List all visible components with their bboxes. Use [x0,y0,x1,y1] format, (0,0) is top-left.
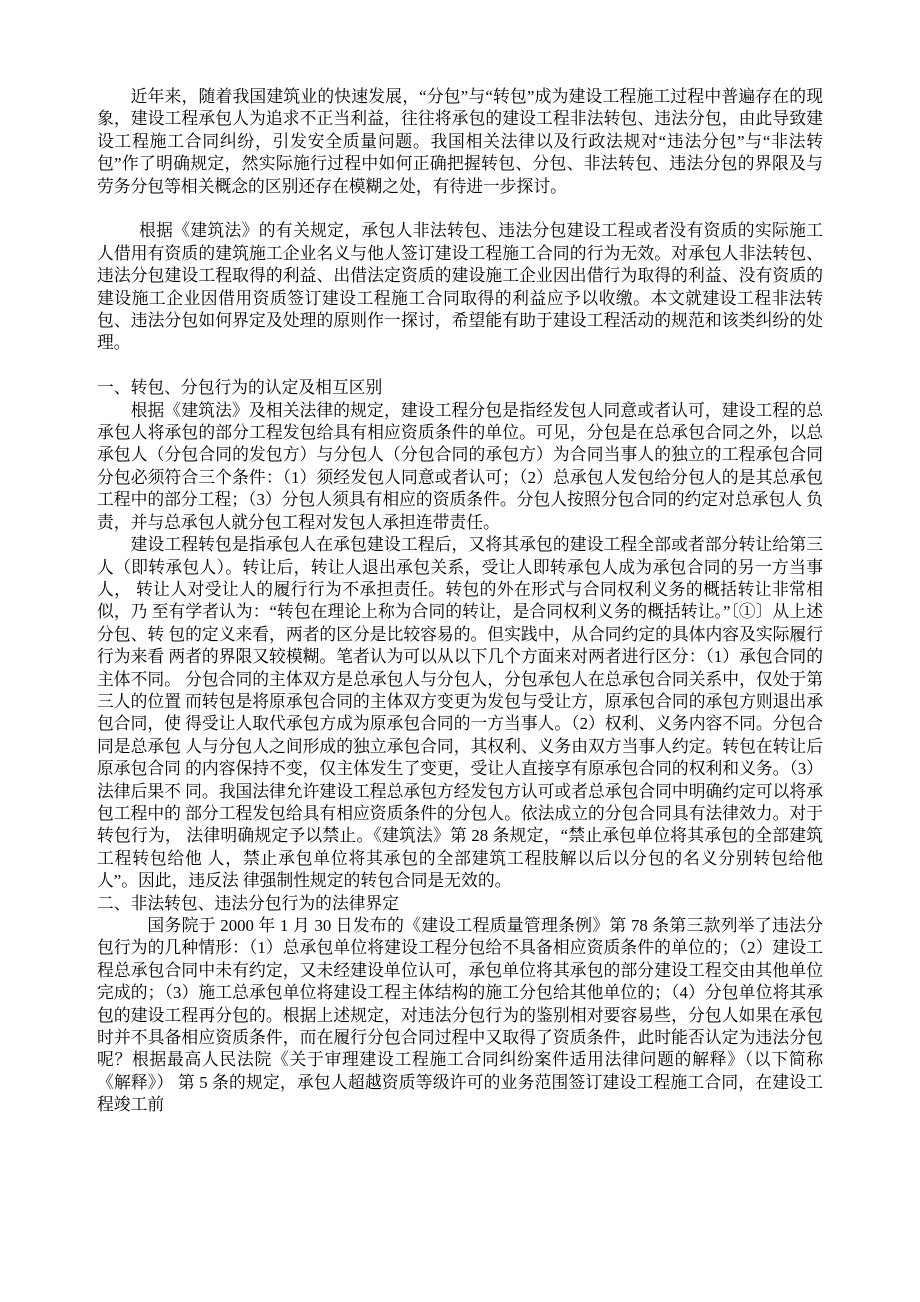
section-2-heading: 二、非法转包、违法分包行为的法律界定 [97,893,400,913]
section-1-paragraph-2: 建设工程转包是指承包人在承包建设工程后，又将其承包的建设工程全部或者部分转让给第三人（即转承包人）。转让后，转让人退出承包关系，受让人即转承包人成为承包合同的另一方当事人， 转让人对受让人的履行行为不承担责任。转包的外在形式与合同权利义务的概括转让非常相似，乃 至有学者认为：“转包在理论上称为合同的转让，是合同权利义务的概括转让。”〔①〕从上述分包、转 包的定义来看，两者的区分是比较容易的。但实践中，从合同约定的具体内容及实际履行行为来看 两者的界限又较模糊。笔者认为可以从以下几个方面来对两者进行区分：（1）承包合同的主体不同。 分包合同的主体双方是总承包人与分包人，分包承包人在总承包合同关系中，仅处于第三人的位置 而转包是将原承包合同的主体双方变更为发包与受让方，原承包合同的承包方则退出承包合同，使 得受让人取代承包方成为原承包合同的一方当事人。（2）权利、义务内容不同。分包合同是总承包 人与分包人之间形成的独立承包合同，其权利、义务由双方当事人约定。转包在转让后原承包合同 的内容保持不变，仅主体发生了变更，受让人直接享有原承包合同的权利和义务。（3）法律后果不 同。我国法律允许建设工程总承包方经发包方认可或者总承包合同中明确约定可以将承包工程中的 部分工程发包给具有相应资质条件的分包人。依法成立的分包合同具有法律效力。对于转包行为， 法律明确规定予以禁止。《建筑法》第 28 条规定，“禁止承包单位将其承包的全部建筑工程转包给他 人，禁止承包单位将其承包的全部建筑工程肢解以后以分包的名义分别转包给他人”。因此，违反法 律强制性规定的转包合同是无效的。 [97,535,823,891]
section-1-heading: 一、转包、分包行为的认定及相互区别 [97,378,383,398]
intro-paragraph-1: 近年来，随着我国建筑业的快速发展，“分包”与“转包”成为建设工程施工过程中普遍存在的现象，建设工程承包人为追求不正当利益，往往将承包的建设工程非法转包、违法分包，由此导致建设工程施工合同纠纷，引发安全质量问题。我国相关法律以及行政法规对“违法分包”与“非法转包”作了明确规定，然实际施行过程中如何正确把握转包、分包、非法转包、违法分包的界限及与劳务分包等相关概念的区别还存在模糊之处，有待进一步探讨。 [97,87,823,196]
section-1-paragraph-1: 根据《建筑法》及相关法律的规定，建设工程分包是指经发包人同意或者认可，建设工程的总承包人将承包的部分工程发包给具有相应资质条件的单位。可见，分包是在总承包合同之外，以总承包人（分包合同的发包方）与分包人（分包合同的承包方）为合同当事人的独立的工程承包合同分包必须符合三个条件：（1）须经发包人同意或者认可；（2）总承包人发包给分包人的是其总承包 工程中的部分工程；（3）分包人须具有相应的资质条件。分包人按照分包合同的约定对总承包人 负责，并与总承包人就分包工程对发包人承担连带责任。 [97,400,823,532]
intro-paragraph-2: 根据《建筑法》的有关规定，承包人非法转包、违法分包建设工程或者没有资质的实际施工人借用有资质的建筑施工企业名义与他人签订建设工程施工合同的行为无效。对承包人非法转包、违法分包建设工程取得的利益、出借法定资质的建设施工企业因出借行为取得的利益、没有资质的建设施工企业因借用资质签订建设工程施工合同取得的利益应予以收缴。本文就建设工程非法转包、违法分包如何界定及处理的原则作一探讨，希望能有助于建设工程活动的规范和该类纠纷的处理。 [97,221,823,353]
section-2-paragraph-1: 国务院于 2000 年 1 月 30 日发布的《建设工程质量管理条例》第 78 条第三款列举了违法分包行为的几种情形：（1）总承包单位将建设工程分包给不具备相应资质条件的单位的；（2）建设工程总承包合同中未有约定，又未经建设单位认可，承包单位将其承包的部分建设工程交由其他单位完成的；（3）施工总承包单位将建设工程主体结构的施工分包给其他单位的；（4）分包单位将其承包的建设工程再分包的。根据上述规定，对违法分包行为的鉴别相对要容易些，分包人如果在承包时并不具备相应资质条件，而在履行分包合同过程中又取得了资质条件，此时能否认定为违法分包呢？根据最高人民法院《关于审理建设工程施工合同纠纷案件适用法律问题的解释》（以下简称《解释》） 第 5 条的规定，承包人超越资质等级许可的业务范围签订建设工程施工合同，在建设工程竣工前 [97,916,823,1115]
document-content [97,86,823,1117]
